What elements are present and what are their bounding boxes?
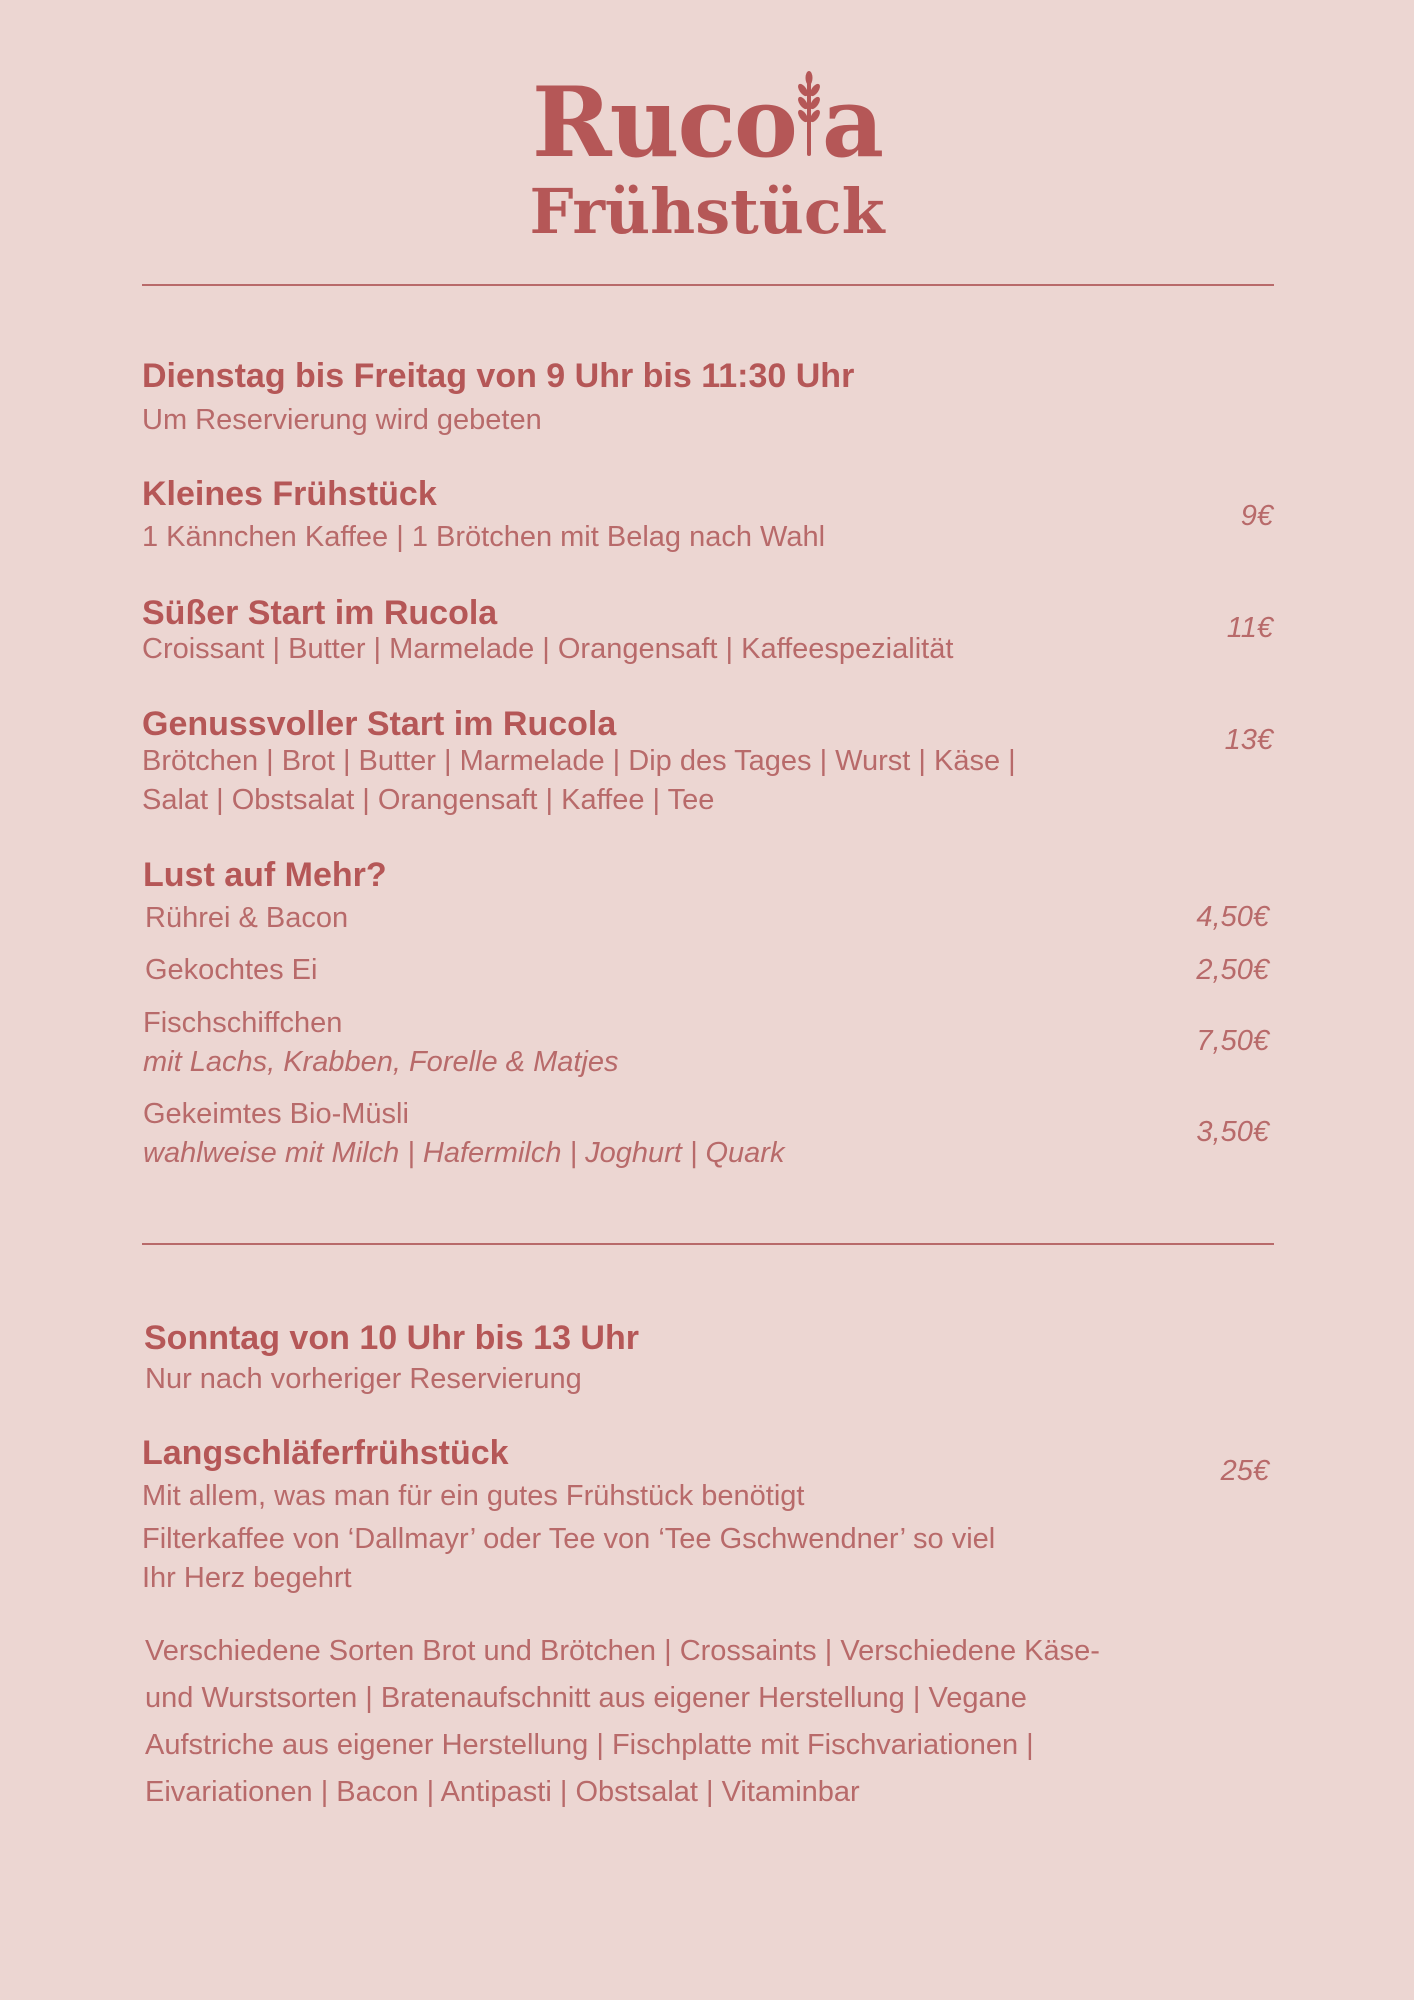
item-description-line-1: Mit allem, was man für ein gutes Frühstück benötigt [142,1480,805,1512]
item-price: 13€ [1224,724,1273,756]
page-title: Frühstück [529,175,885,248]
extra-item-name: Gekochtes Ei [145,954,318,986]
item-name-kleines-fruehstueck: Kleines Frühstück [142,475,437,513]
extra-item-detail: wahlweise mit Milch | Hafermilch | Joghurt | Quark [143,1137,785,1169]
extra-item-price: 7,50€ [1196,1025,1269,1057]
weekday-hours-heading: Dienstag bis Freitag von 9 Uhr bis 11:30 Uhr [142,357,855,395]
extra-item-price: 2,50€ [1196,954,1269,986]
item-description-line-2: Filterkaffee von ‘Dallmayr’ oder Tee von ‘Tee Gschwendner’ so viel [142,1523,996,1555]
item-description: Croissant | Butter | Marmelade | Orangensaft | Kaffeespezialität [142,633,954,665]
item-description: 1 Kännchen Kaffee | 1 Brötchen mit Belag nach Wahl [142,521,826,553]
item-price: 9€ [1240,500,1273,532]
extra-item-name: Gekeimtes Bio-Müsli [143,1098,409,1130]
extra-item-price: 4,50€ [1196,901,1269,933]
logo-text-end: a [821,66,883,179]
sunday-hours-heading: Sonntag von 10 Uhr bis 13 Uhr [144,1319,639,1357]
section-divider [142,1243,1274,1245]
top-divider [142,284,1274,286]
item-description-line-3: Ihr Herz begehrt [142,1562,352,1594]
buffet-description: Verschiedene Sorten Brot und Brötchen | Crossaints | Verschiedene Käse- und Wurstsorten | Bratenaufschnitt aus eigener Herstellung | Vegane Aufstriche aus eigener Herstellung | Fischplatte mit Fischvariationen | Eivariationen | Bacon | Antipasti | Obstsalat | Vitaminbar [145,1635,1100,1808]
sunday-reservation-note: Nur nach vorheriger Reservierung [145,1363,582,1395]
extras-heading: Lust auf Mehr? [143,856,387,894]
item-name-genussvoller-start: Genussvoller Start im Rucola [142,705,617,743]
item-description-line-2: Salat | Obstsalat | Orangensaft | Kaffee | Tee [142,784,715,816]
logo [0,66,1414,179]
item-price: 11€ [1226,612,1273,644]
item-price: 25€ [1220,1455,1269,1487]
item-name-langschlaeferfruehstueck: Langschläferfrühstück [142,1434,509,1472]
weekday-reservation-note: Um Reservierung wird gebeten [142,404,542,436]
item-name-suesser-start: Süßer Start im Rucola [142,594,498,632]
extra-item-price: 3,50€ [1196,1116,1269,1148]
extra-item-detail: mit Lachs, Krabben, Forelle & Matjes [143,1046,619,1078]
extra-item-name: Rührei & Bacon [145,902,349,934]
extra-item-name: Fischschiffchen [143,1007,343,1039]
logo-text-start: Ruco [531,66,796,179]
wheat-icon [794,70,824,156]
item-description-line-1: Brötchen | Brot | Butter | Marmelade | Dip des Tages | Wurst | Käse | [142,745,1016,777]
